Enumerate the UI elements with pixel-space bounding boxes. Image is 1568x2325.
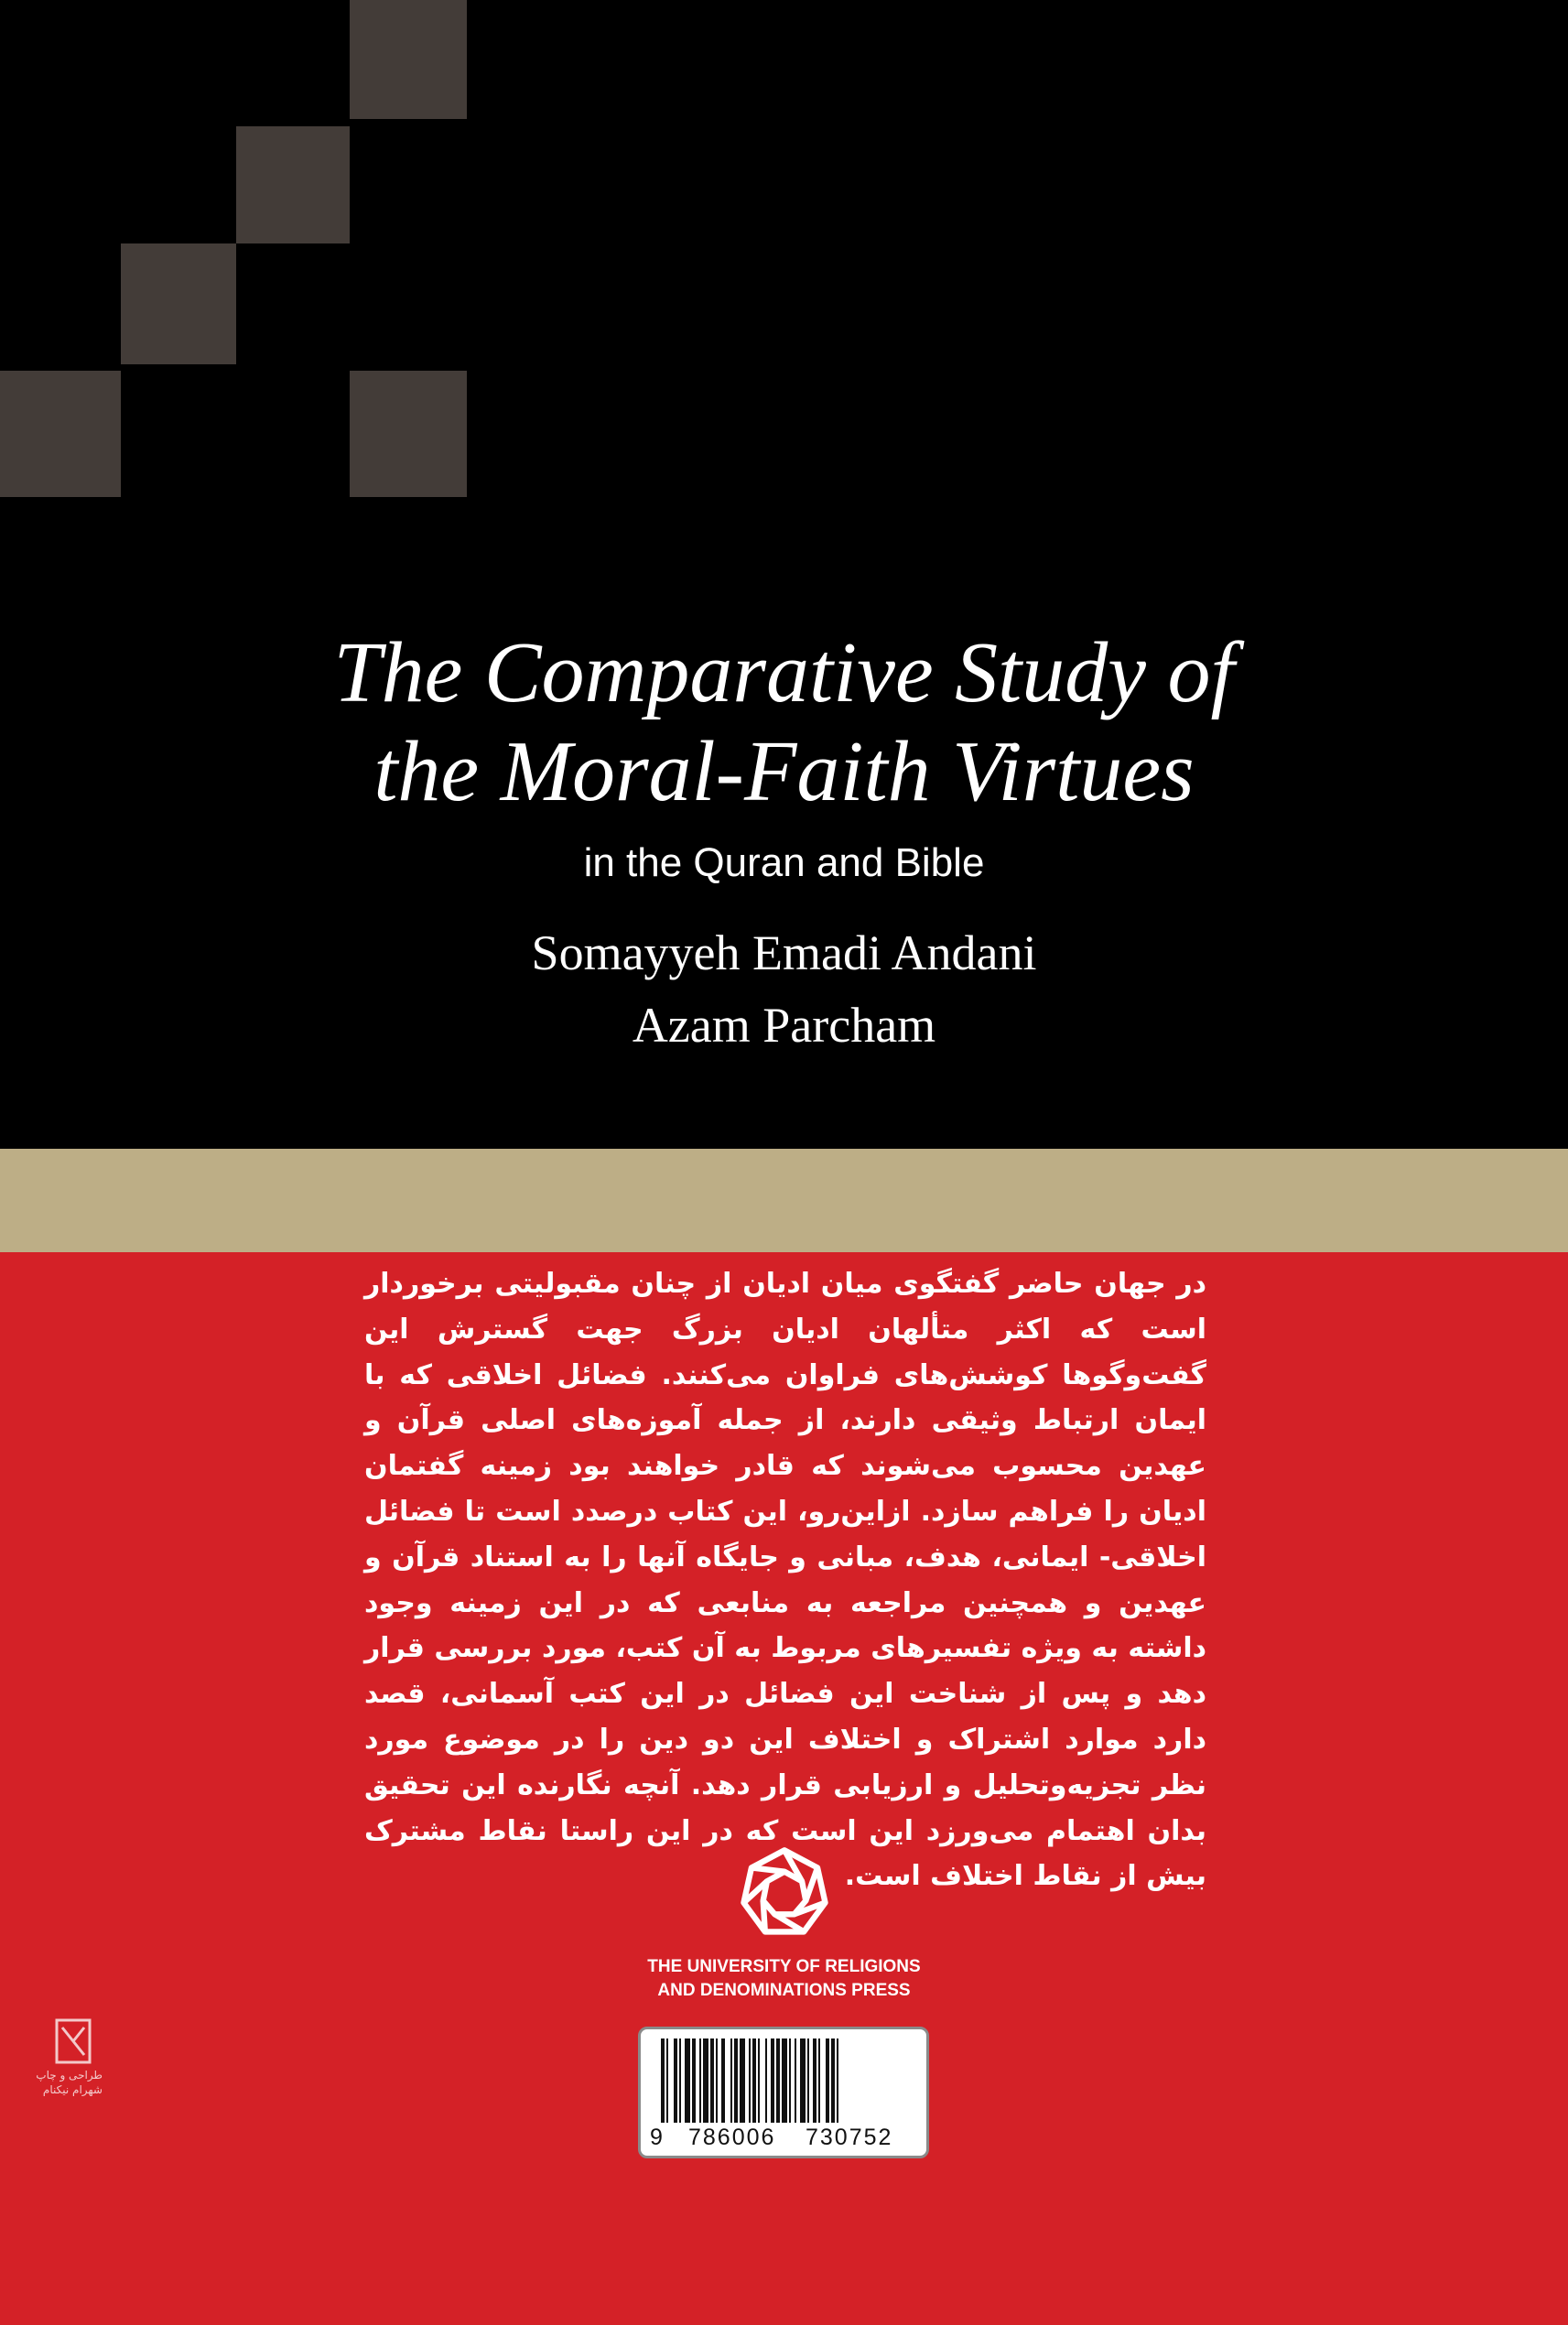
publisher-name-line-1: THE UNIVERSITY OF RELIGIONS [647, 1957, 921, 1976]
tan-band [0, 1149, 1568, 1252]
back-cover-blurb: در جهان حاضر گفتگوی میان ادیان از چنان مقبولیتی برخوردار است که اکثر متألهان ادیان بزرگ جهت گسترش این گفت‌وگوها کوشش‌های فراوان می‌کنند. فضائل اخلاقی که با ایمان ارتباط وثیقی دارند، از جمله آموزه‌های اصلی قرآن و عهدین محسوب می‌شوند که قادر خواهند بود زمینه گفتمان ادیان را فراهم سازد. ازاین‌رو، این کتاب درصدد است تا فضائل اخلاقی- ایمانی، هدف، مبانی و جایگاه آنها را به استناد قرآن و عهدین و همچنین مراجعه به منابعی که در این زمینه وجود داشته به ویژه تفسیرهای مربوط به آن کتب، مورد بررسی قرار دهد و پس از شناخت این فضائل در این کتب آسمانی، قصد دارد موارد اشتراک و اختلاف این دو دین را در موضوع مورد نظر تجزیه‌وتحلیل و ارزیابی قرار دهد. آنچه نگارنده این تحقیق بدان اهتمام می‌ورزد این است که در این راستا نقاط مشترک بیش از نقاط اختلاف است. [364, 1268, 1206, 1893]
barcode [638, 2027, 929, 2158]
decorative-block [236, 126, 350, 243]
designer-credit-line-1: طراحی و چاپ [36, 2069, 103, 2082]
isbn-group-1: 786006 [688, 2125, 776, 2150]
author-1: Somayyeh Emadi Andani [531, 925, 1037, 980]
decorative-block [350, 0, 467, 119]
top-panel [0, 0, 1568, 1149]
publisher-name-line-2: AND DENOMINATIONS PRESS [657, 1981, 911, 2000]
decorative-block [121, 243, 236, 364]
isbn-group-2: 730752 [806, 2125, 893, 2150]
title-line-1: The Comparative Study of [333, 625, 1235, 720]
subtitle: in the Quran and Bible [583, 840, 985, 885]
decorative-block [350, 371, 467, 497]
barcode-bars [661, 2038, 908, 2123]
decorative-block [0, 371, 121, 497]
designer-credit-line-2: شهرام نیکنام [42, 2083, 103, 2096]
author-2: Azam Parcham [632, 998, 936, 1053]
isbn-prefix: 9 [650, 2125, 663, 2150]
title-line-2: the Moral-Faith Virtues [373, 724, 1195, 819]
university-press-logo-icon [736, 1844, 833, 1941]
